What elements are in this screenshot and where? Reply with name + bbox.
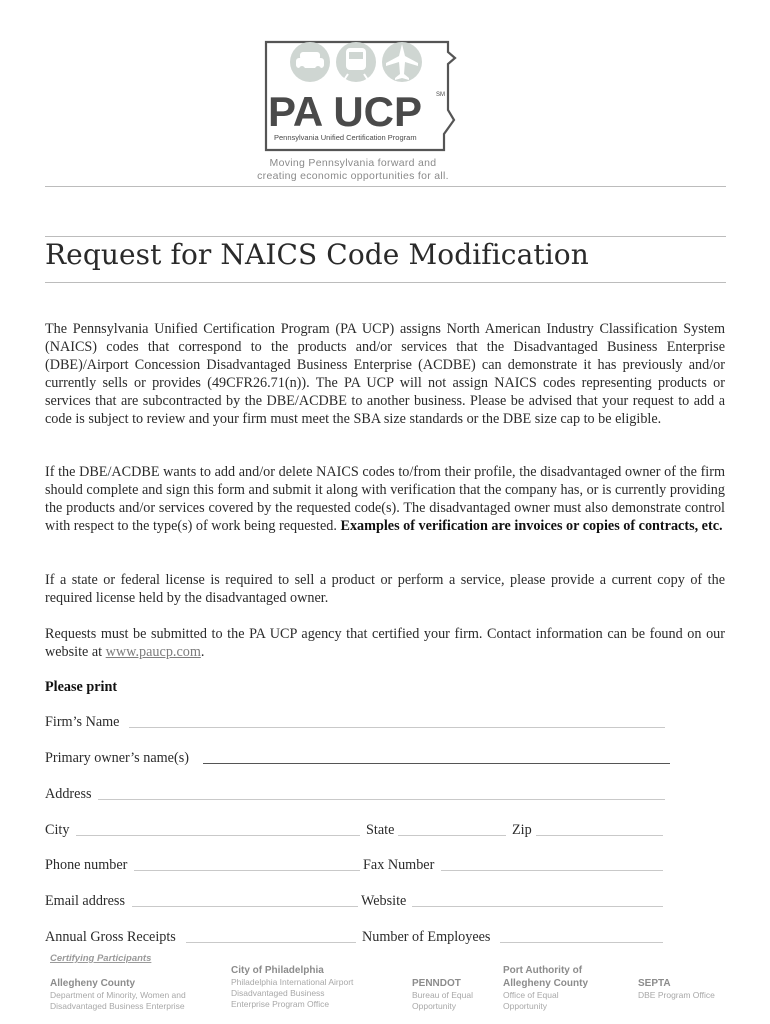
verification-paragraph <box>45 463 725 535</box>
participant-title: City of Philadelphia <box>231 965 324 976</box>
tagline-line-2: creating economic opportunities for all. <box>257 170 449 182</box>
fax-field[interactable] <box>441 870 663 871</box>
participant-line: Philadelphia International Airport <box>231 977 354 987</box>
primary-owner-label: Primary owner’s name(s) <box>45 750 189 766</box>
participant-line: DBE Program Office <box>638 990 715 1000</box>
participant-line: Bureau of Equal <box>412 990 473 1000</box>
participant-penndot <box>412 977 473 1012</box>
participant-title: Allegheny County <box>50 978 136 989</box>
participant-line: Office of Equal <box>503 990 559 1000</box>
participant-title: SEPTA <box>638 978 671 989</box>
city-field[interactable] <box>76 835 360 836</box>
firm-name-label: Firm’s Name <box>45 714 120 730</box>
firm-name-field[interactable] <box>129 727 665 728</box>
logo-subtitle: Pennsylvania Unified Certification Program <box>274 133 417 142</box>
website-label: Website <box>361 893 407 909</box>
state-field[interactable] <box>398 835 506 836</box>
intro-paragraph: The Pennsylvania Unified Certification Program (PA UCP) assigns North American Industry Classification System (NAICS) codes that correspond to the products and/or services that the Disadvantaged Business Enterprise (DBE)/Airport Concession Disadvantaged Business Enterprise (ACDBE) can demonstrate it has previously and/or currently sells or provides (49CFR26.71(n)). The PA UCP will not assign NAICS codes representing products or services that are subcontracted by the DBE/ACDBE to another business. Please be advised that your request to add a code is subject to review and your firm must meet the SBA size standards or the DBE size cap to be eligible. <box>45 321 725 427</box>
participant-line: Disadvantaged Business <box>231 988 325 998</box>
participant-title: Port Authority of <box>503 965 583 976</box>
license-paragraph: If a state or federal license is required to sell a product or perform a service, please provide a current copy of the required license held by the disadvantaged owner. <box>45 572 725 606</box>
primary-owner-field[interactable] <box>203 763 670 764</box>
verification-text: If the DBE/ACDBE wants to add and/or delete NAICS codes to/from their profile, the disadvantaged owner of the firm should complete and sign this form and submit it along with verification that the company has, or is currently providing the products and/or services covered by the requested code(s). The disadvantaged owner must also demonstrate control with respect to the type(s) of work being requested. <box>45 464 725 534</box>
employees-label: Number of Employees <box>362 929 491 945</box>
title-bottom-divider <box>45 282 726 283</box>
title-top-divider <box>45 236 726 237</box>
state-label: State <box>366 822 395 838</box>
tagline-line-1: Moving Pennsylvania forward and <box>269 157 437 169</box>
email-label: Email address <box>45 893 125 909</box>
page-title: Request for NAICS Code Modification <box>45 238 589 271</box>
train-icon <box>336 42 376 82</box>
participant-title: Allegheny County <box>503 978 589 989</box>
gross-receipts-field[interactable] <box>186 942 356 943</box>
participant-line: Opportunity <box>503 1001 547 1011</box>
zip-field[interactable] <box>536 835 663 836</box>
participant-city-of-philadelphia <box>231 964 353 1010</box>
service-mark: SM <box>436 92 445 98</box>
certifying-participants-label: Certifying Participants <box>50 953 152 964</box>
website-link[interactable]: www.paucp.com <box>105 644 201 660</box>
employees-field[interactable] <box>500 942 663 943</box>
participant-septa <box>638 977 715 1001</box>
header-divider <box>45 186 726 187</box>
please-print-heading: Please print <box>45 679 118 695</box>
car-icon <box>290 42 330 82</box>
submission-end: . <box>200 644 205 660</box>
email-field[interactable] <box>132 906 358 907</box>
website-field[interactable] <box>412 906 663 907</box>
address-field[interactable] <box>98 799 665 800</box>
address-label: Address <box>45 786 92 802</box>
city-label: City <box>45 822 70 838</box>
participant-line: Enterprise Program Office <box>231 999 330 1009</box>
participant-line: Department of Minority, Women and <box>50 990 186 1000</box>
airplane-icon <box>382 42 422 82</box>
zip-label: Zip <box>512 822 532 838</box>
submission-paragraph <box>45 625 725 661</box>
participant-line: Disadvantaged Business Enterprise <box>50 1001 185 1011</box>
gross-receipts-label: Annual Gross Receipts <box>45 929 176 945</box>
phone-field[interactable] <box>134 870 360 871</box>
pennsylvania-outline-icon <box>258 38 458 156</box>
verification-examples: Examples of verification are invoices or copies of contracts, etc. <box>340 518 723 534</box>
logo-main-text: PA UCP <box>268 88 423 135</box>
participant-title: PENNDOT <box>412 978 461 989</box>
participant-line: Opportunity <box>412 1001 456 1011</box>
pa-ucp-logo <box>258 38 458 156</box>
fax-label: Fax Number <box>363 857 435 873</box>
participant-port-authority <box>503 964 588 1012</box>
participant-allegheny-county <box>50 977 186 1012</box>
phone-label: Phone number <box>45 857 128 873</box>
submission-text: Requests must be submitted to the PA UCP agency that certified your firm. Contact information can be found on our website at <box>45 626 725 660</box>
